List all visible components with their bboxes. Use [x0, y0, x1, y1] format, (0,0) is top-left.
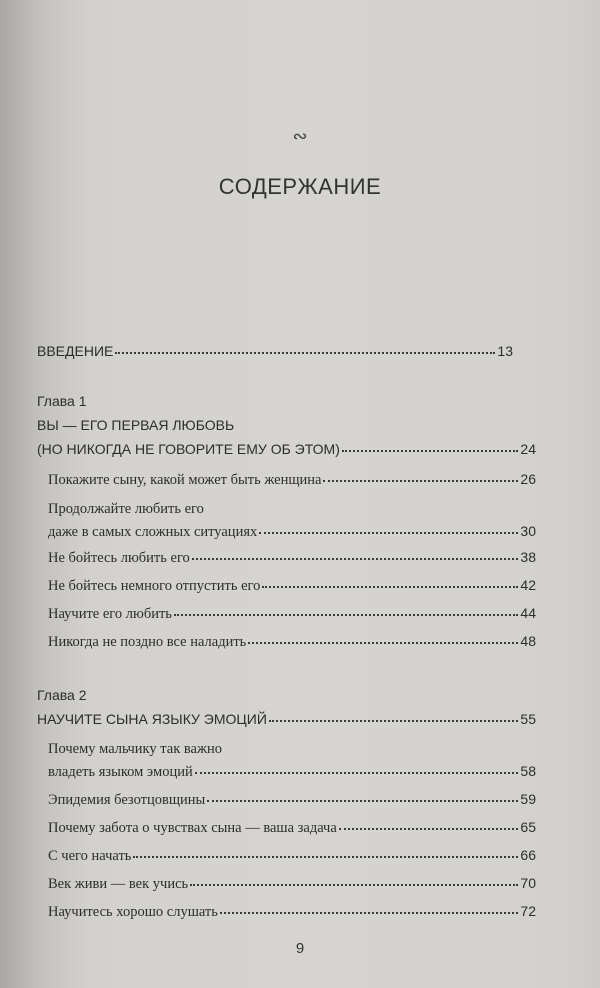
leader-dots: [248, 632, 518, 644]
chapter-1-title-line2: (НО НИКОГДА НЕ ГОВОРИТЕ ЕМУ ОБ ЭТОМ): [37, 441, 340, 457]
toc-entry[interactable]: [48, 632, 536, 651]
toc-entry[interactable]: [48, 790, 536, 809]
leader-dots: [190, 874, 518, 886]
toc-entry-label: Почему забота о чувствах сына — ваша задача: [48, 820, 337, 836]
leader-dots: [133, 846, 518, 858]
leader-dots: [323, 470, 518, 482]
chapter-1-label: Глава 1: [37, 393, 87, 409]
toc-page-number: 66: [520, 847, 536, 863]
leader-dots: [192, 548, 519, 560]
leader-dots: [342, 440, 519, 452]
toc-entry-label: Никогда не поздно все наладить: [48, 634, 247, 650]
leader-dots: [220, 902, 519, 914]
page-number: 9: [295, 940, 305, 957]
toc-entry-chapter-1[interactable]: [37, 440, 536, 458]
toc-entry-label-line1[interactable]: Продолжайте любить его: [48, 501, 204, 517]
toc-entry-label: Покажите сыну, какой может быть женщина: [48, 472, 322, 488]
page-title: СОДЕРЖАНИЕ: [218, 174, 382, 199]
toc-entry[interactable]: [48, 576, 536, 595]
toc-page-number: 26: [520, 471, 536, 487]
toc-page-number: 24: [520, 441, 536, 457]
toc-entry-label-line1[interactable]: Почему мальчику так важно: [48, 741, 223, 757]
toc-entry-label: Век живи — век учись: [48, 876, 189, 892]
toc-entry[interactable]: [48, 846, 536, 865]
leader-dots: [195, 762, 519, 774]
toc-page-number: 55: [520, 711, 536, 727]
toc-page-number: 48: [520, 633, 536, 649]
chapter-2-label: Глава 2: [37, 687, 87, 703]
leader-dots: [259, 522, 518, 534]
leader-dots: [115, 342, 495, 354]
chapter-1-title-line1[interactable]: ВЫ — ЕГО ПЕРВАЯ ЛЮБОВЬ: [37, 417, 235, 433]
leader-dots: [269, 710, 519, 722]
toc-entry-label: владеть языком эмоций: [48, 764, 193, 780]
leader-dots: [174, 604, 518, 616]
toc-entry-label: даже в самых сложных ситуациях: [48, 524, 258, 540]
toc-entry-label: С чего начать: [48, 848, 132, 864]
toc-page-number: 44: [520, 605, 536, 621]
toc-entry-label: Не бойтесь немного отпустить его: [48, 578, 261, 594]
toc-entry[interactable]: [48, 604, 536, 623]
ornament-flourish: ∾: [292, 126, 308, 147]
toc-page-number: 59: [520, 791, 536, 807]
toc-page-number: 72: [520, 903, 536, 919]
toc-page-number: 58: [520, 763, 536, 779]
toc-page-number: 42: [520, 577, 536, 593]
toc-entry[interactable]: [48, 470, 536, 489]
chapter-2-title: НАУЧИТЕ СЫНА ЯЗЫКУ ЭМОЦИЙ: [37, 711, 267, 727]
leader-dots: [262, 576, 518, 588]
toc-page-number: 65: [520, 819, 536, 835]
toc-entry[interactable]: [48, 818, 536, 837]
toc-entry-intro[interactable]: [37, 342, 513, 360]
toc-entry-label: Не бойтесь любить его: [48, 550, 190, 566]
toc-entry-label: Научите его любить: [48, 606, 172, 622]
toc-entry-label: Эпидемия безотцовщины: [48, 792, 206, 808]
toc-page-number: 13: [497, 343, 513, 359]
leader-dots: [207, 790, 518, 802]
toc-entry[interactable]: [48, 874, 536, 893]
toc-entry-label: ВВЕДЕНИЕ: [37, 343, 114, 359]
leader-dots: [339, 818, 519, 830]
toc-entry[interactable]: [48, 762, 536, 781]
toc-entry-label: Научитесь хорошо слушать: [48, 904, 218, 920]
toc-entry[interactable]: [48, 522, 536, 541]
toc-entry[interactable]: [48, 902, 536, 921]
toc-page-number: 38: [520, 549, 536, 565]
toc-page-number: 30: [520, 523, 536, 539]
toc-entry-chapter-2[interactable]: [37, 710, 536, 728]
toc-page-number: 70: [520, 875, 536, 891]
toc-entry[interactable]: [48, 548, 536, 567]
